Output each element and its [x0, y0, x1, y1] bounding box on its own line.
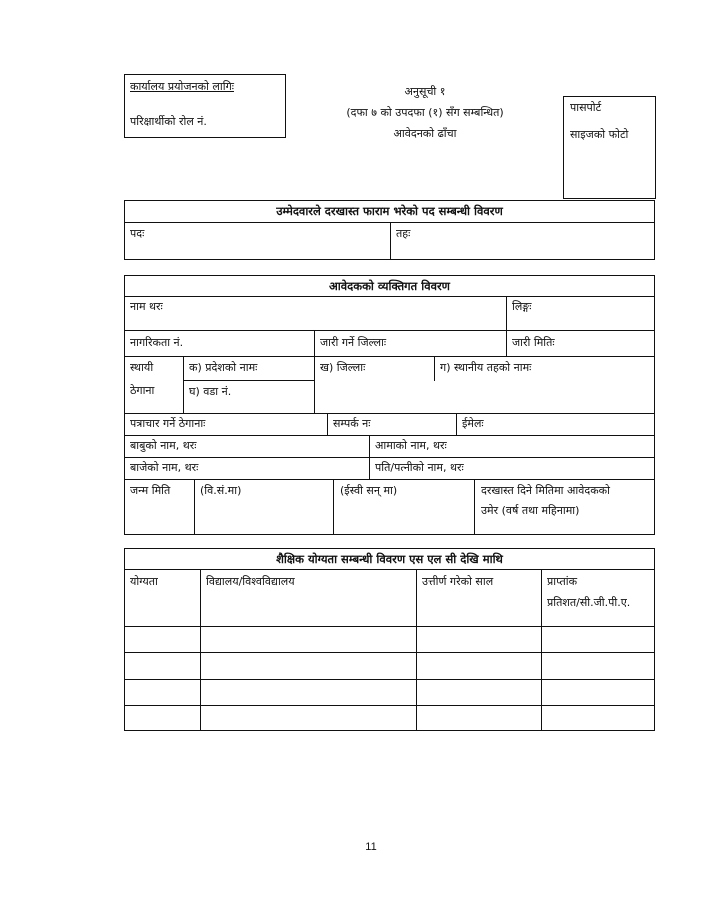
mother-name-label: आमाको नाम, थरः	[375, 439, 447, 452]
dob-bs-label: (वि.सं.मा)	[200, 484, 242, 497]
post-section-title: उम्मेदवारले दरखास्त फाराम भरेको पद सम्बन्धी विवरण	[276, 204, 503, 218]
age-label-line2: उमेर (वर्ष तथा महिनामा)	[481, 504, 580, 517]
permanent-address-label-2: ठेगाना	[130, 384, 155, 397]
name-label: नाम थरः	[130, 300, 163, 313]
column-passed-year: उत्तीर्ण गरेको साल	[422, 575, 494, 588]
province-label: क) प्रदेशको नामः	[189, 361, 258, 374]
permanent-address-label-1: स्थायी	[130, 361, 154, 374]
photo-label-line1: पासपोर्ट	[570, 101, 602, 114]
local-level-label: ग) स्थानीय तहको नामः	[440, 361, 532, 374]
column-qualification: योग्यता	[130, 575, 158, 588]
office-use-title: कार्यालय प्रयोजनको लागिः	[130, 80, 234, 93]
column-marks-line2: प्रतिशत/सी.जी.पी.ए.	[547, 596, 631, 609]
father-name-label: बाबुको नाम, थरः	[130, 439, 197, 452]
schedule-title: अनुसूची १	[404, 85, 446, 98]
dob-label: जन्म मिति	[130, 484, 171, 497]
correspondence-address-label: पत्राचार गर्ने ठेगानाः	[130, 417, 206, 430]
spouse-name-label: पति/पत्नीको नाम, थरः	[375, 461, 464, 474]
contact-number-label: सम्पर्क नः	[333, 417, 371, 430]
schedule-subtitle: (दफा ७ को उपदफा (१) सँग सम्बन्धित)	[346, 106, 504, 119]
age-label-line1: दरखास्त दिने मितिमा आवेदकको	[481, 484, 610, 497]
district-label: ख) जिल्लाः	[320, 361, 366, 374]
issue-date-label: जारी मितिः	[512, 336, 555, 349]
form-title: आवेदनको ढाँचा	[393, 127, 457, 140]
roll-number-label: परिक्षार्थीको रोल नं.	[130, 115, 207, 128]
citizenship-label: नागरिकता नं.	[130, 336, 184, 349]
issue-district-label: जारी गर्ने जिल्लाः	[320, 336, 387, 349]
personal-section-title: आवेदकको व्यक्तिगत विवरण	[328, 279, 451, 293]
education-section-title: शैक्षिक योग्यता सम्बन्धी विवरण एस एल सी देखि माथि	[276, 552, 503, 566]
email-label: ईमेलः	[462, 417, 484, 430]
column-institution: विद्यालय/विश्वविद्यालय	[206, 575, 295, 588]
page-number: 11	[365, 841, 377, 853]
grandfather-name-label: बाजेको नाम, थरः	[130, 461, 199, 474]
ward-label: घ) वडा नं.	[189, 385, 232, 398]
level-label: तहः	[396, 227, 411, 240]
photo-label-line2: साइजको फोटो	[570, 128, 629, 141]
gender-label: लिङ्गः	[512, 300, 532, 313]
column-marks-line1: प्राप्तांक	[547, 575, 578, 588]
dob-ad-label: (ईस्वी सन् मा)	[340, 484, 398, 497]
post-label: पदः	[130, 227, 145, 240]
